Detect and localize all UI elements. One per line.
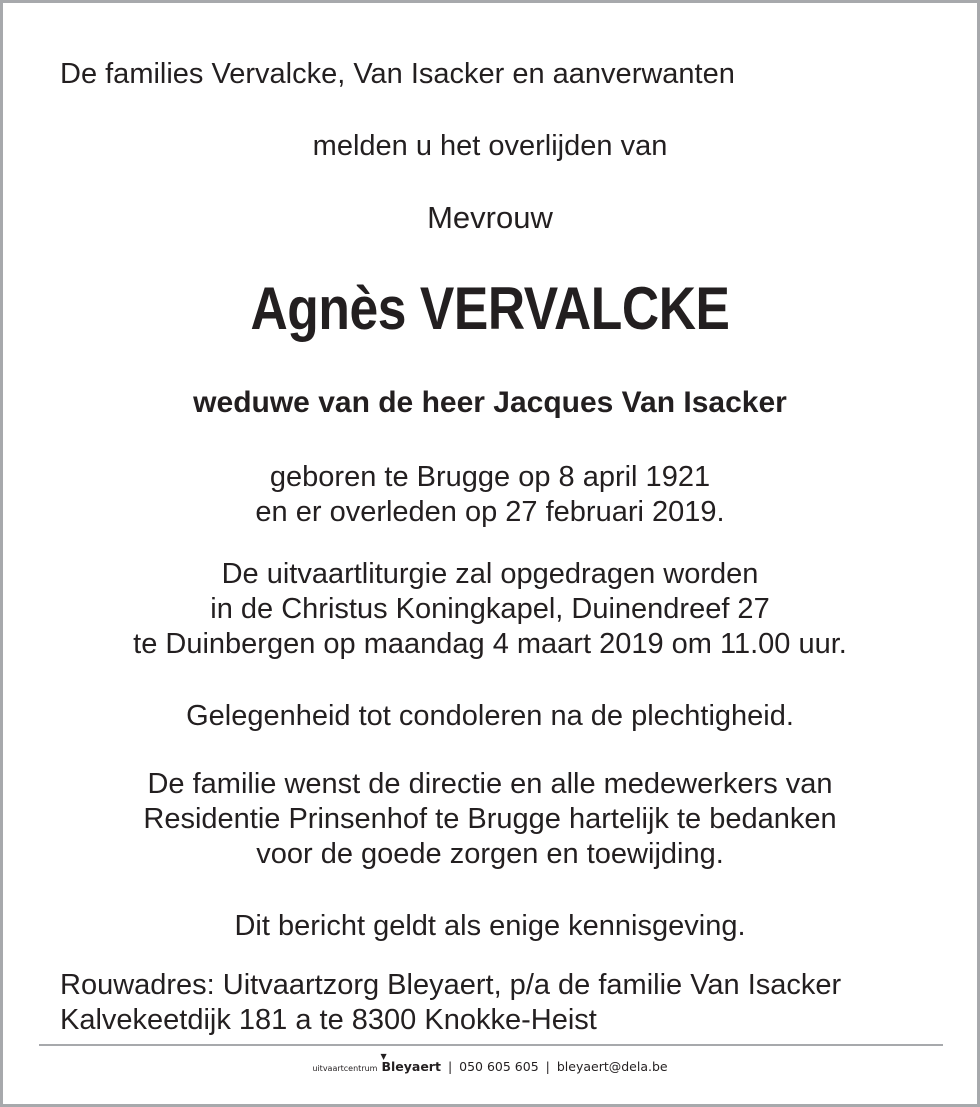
widow-line: weduwe van de heer Jacques Van Isacker xyxy=(193,386,787,419)
address-block xyxy=(60,968,841,1038)
footer-email[interactable]: bleyaert@dela.be xyxy=(556,1059,668,1074)
footer-phone: 050 605 605 xyxy=(459,1059,539,1074)
birth-line: geboren te Brugge op 8 april 1921 xyxy=(269,461,711,493)
deceased-name: Agnès VERVALCKE xyxy=(250,275,730,342)
notice-line: Dit bericht geldt als enige kennisgeving. xyxy=(234,910,746,942)
funeral-line: te Duinbergen op maandag 4 maart 2019 om 11.00 uur. xyxy=(133,628,847,660)
death-line: en er overleden op 27 februari 2019. xyxy=(255,496,725,528)
footer-prefix: uitvaartcentrum xyxy=(312,1064,378,1073)
honorific-title: Mevrouw xyxy=(427,200,553,235)
funeral-line: De uitvaartliturgie zal opgedragen worden xyxy=(221,558,759,590)
thanks-block xyxy=(3,767,977,872)
footer-brand-name: Bleyaert xyxy=(381,1059,441,1074)
thanks-line: De familie wenst de directie en alle medewerkers van xyxy=(147,768,833,800)
funeral-line: in de Christus Koningkapel, Duinendreef 27 xyxy=(210,593,770,625)
funeral-block xyxy=(3,557,977,662)
condolence-line: Gelegenheid tot condoleren na de plechtigheid. xyxy=(186,700,794,732)
address-line: Kalvekeetdijk 181 a te 8300 Knokke-Heist xyxy=(60,1004,597,1036)
footer-separator: | xyxy=(545,1059,550,1074)
address-line: Rouwadres: Uitvaartzorg Bleyaert, p/a de familie Van Isacker xyxy=(60,969,842,1001)
footer xyxy=(3,1052,977,1074)
thanks-line: voor de goede zorgen en toewijding. xyxy=(256,838,724,870)
brand-mark-icon: ▼ xyxy=(380,1052,387,1061)
notice-block xyxy=(3,909,977,944)
announcement-text: melden u het overlijden van xyxy=(312,130,668,162)
condolence-block xyxy=(3,699,977,734)
footer-brand xyxy=(380,1052,441,1074)
birth-death-block xyxy=(3,460,977,530)
families-intro: De families Vervalcke, Van Isacker en aanverwanten xyxy=(60,58,735,90)
footer-separator: | xyxy=(447,1059,453,1074)
footer-divider xyxy=(39,1044,943,1046)
thanks-line: Residentie Prinsenhof te Brugge hartelijk te bedanken xyxy=(143,803,837,835)
